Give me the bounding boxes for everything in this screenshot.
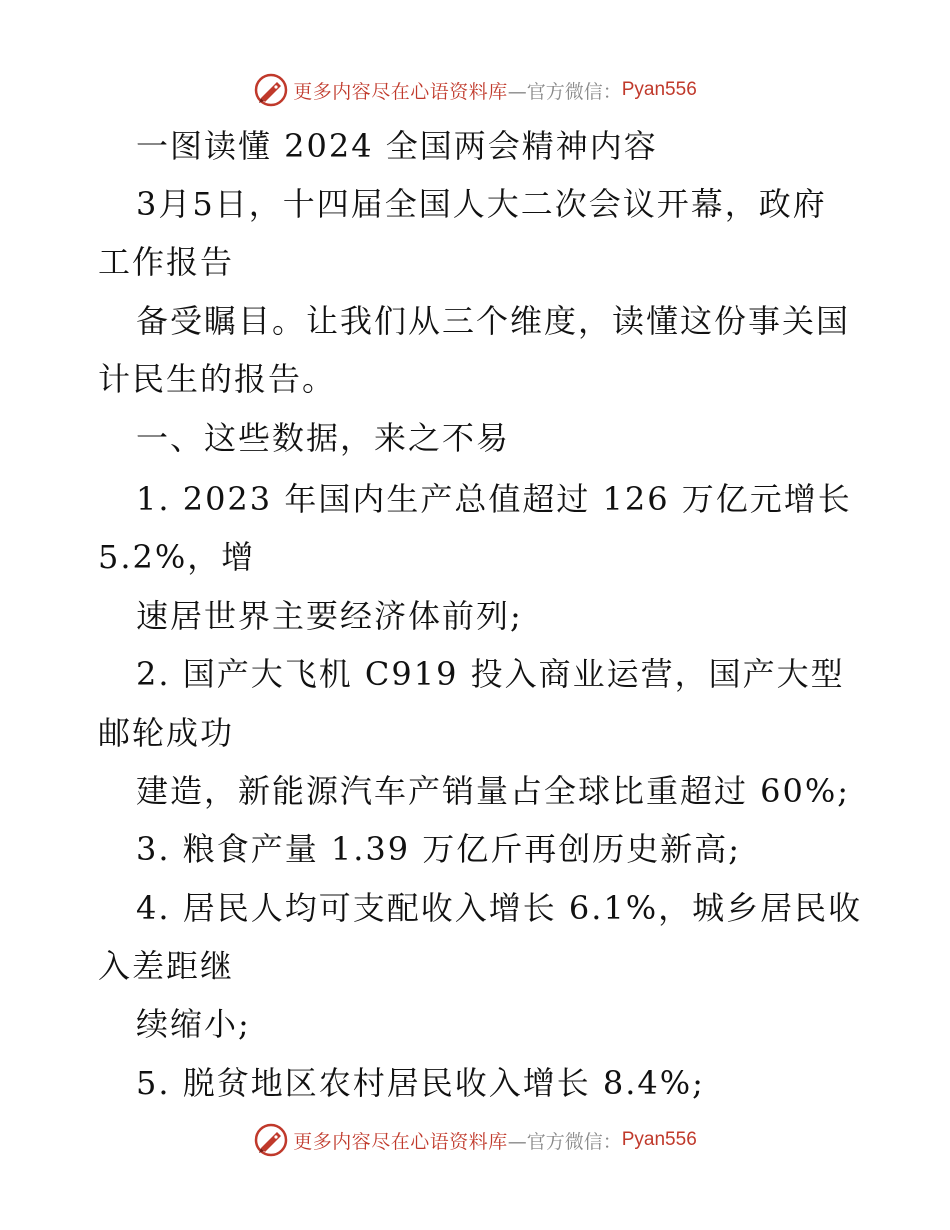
list-item: 1. 2023 年国内生产总值超过 126 万亿元增长 xyxy=(136,480,852,518)
watermark-text: 更多内容尽在心语资料库 xyxy=(293,1130,508,1153)
paragraph-line: 工作报告 xyxy=(98,243,235,281)
paragraph-line: 备受瞩目。让我们从三个维度，读懂这份事关国 xyxy=(136,302,851,340)
list-item: 3. 粮食产量 1.39 万亿斤再创历史新高; xyxy=(136,830,742,868)
list-item: 5. 脱贫地区农村居民收入增长 8.4%; xyxy=(136,1064,705,1102)
footer-watermark xyxy=(0,1120,950,1160)
list-item: 4. 居民人均可支配收入增长 6.1%，城乡居民收 xyxy=(136,889,863,927)
list-item-continuation: 入差距继 xyxy=(98,947,235,985)
watermark-separator: —官方微信： xyxy=(507,80,622,103)
watermark-id: Pyan556 xyxy=(621,79,697,100)
list-item-continuation: 续缩小; xyxy=(136,1005,251,1043)
watermark-id: Pyan556 xyxy=(621,1129,697,1150)
watermark-separator: —官方微信： xyxy=(507,1130,622,1153)
watermark-text: 更多内容尽在心语资料库 xyxy=(293,80,508,103)
list-item: 2. 国产大飞机 C919 投入商业运营，国产大型 xyxy=(136,655,845,693)
pen-logo-icon xyxy=(253,1122,289,1158)
list-item-continuation: 建造，新能源汽车产销量占全球比重超过 60%; xyxy=(136,772,851,810)
list-item-continuation: 速居世界主要经济体前列; xyxy=(136,597,523,635)
paragraph-line: 3月5日，十四届全国人大二次会议开幕，政府 xyxy=(136,185,827,223)
paragraph-line: 计民生的报告。 xyxy=(98,360,337,398)
document-title: 一图读懂 2024 全国两会精神内容 xyxy=(136,127,658,165)
section-heading: 一、这些数据，来之不易 xyxy=(136,419,511,457)
list-item-continuation: 5.2%，增 xyxy=(98,538,256,576)
header-watermark xyxy=(0,70,950,110)
list-item-continuation: 邮轮成功 xyxy=(98,714,235,752)
pen-logo-icon xyxy=(253,72,289,108)
